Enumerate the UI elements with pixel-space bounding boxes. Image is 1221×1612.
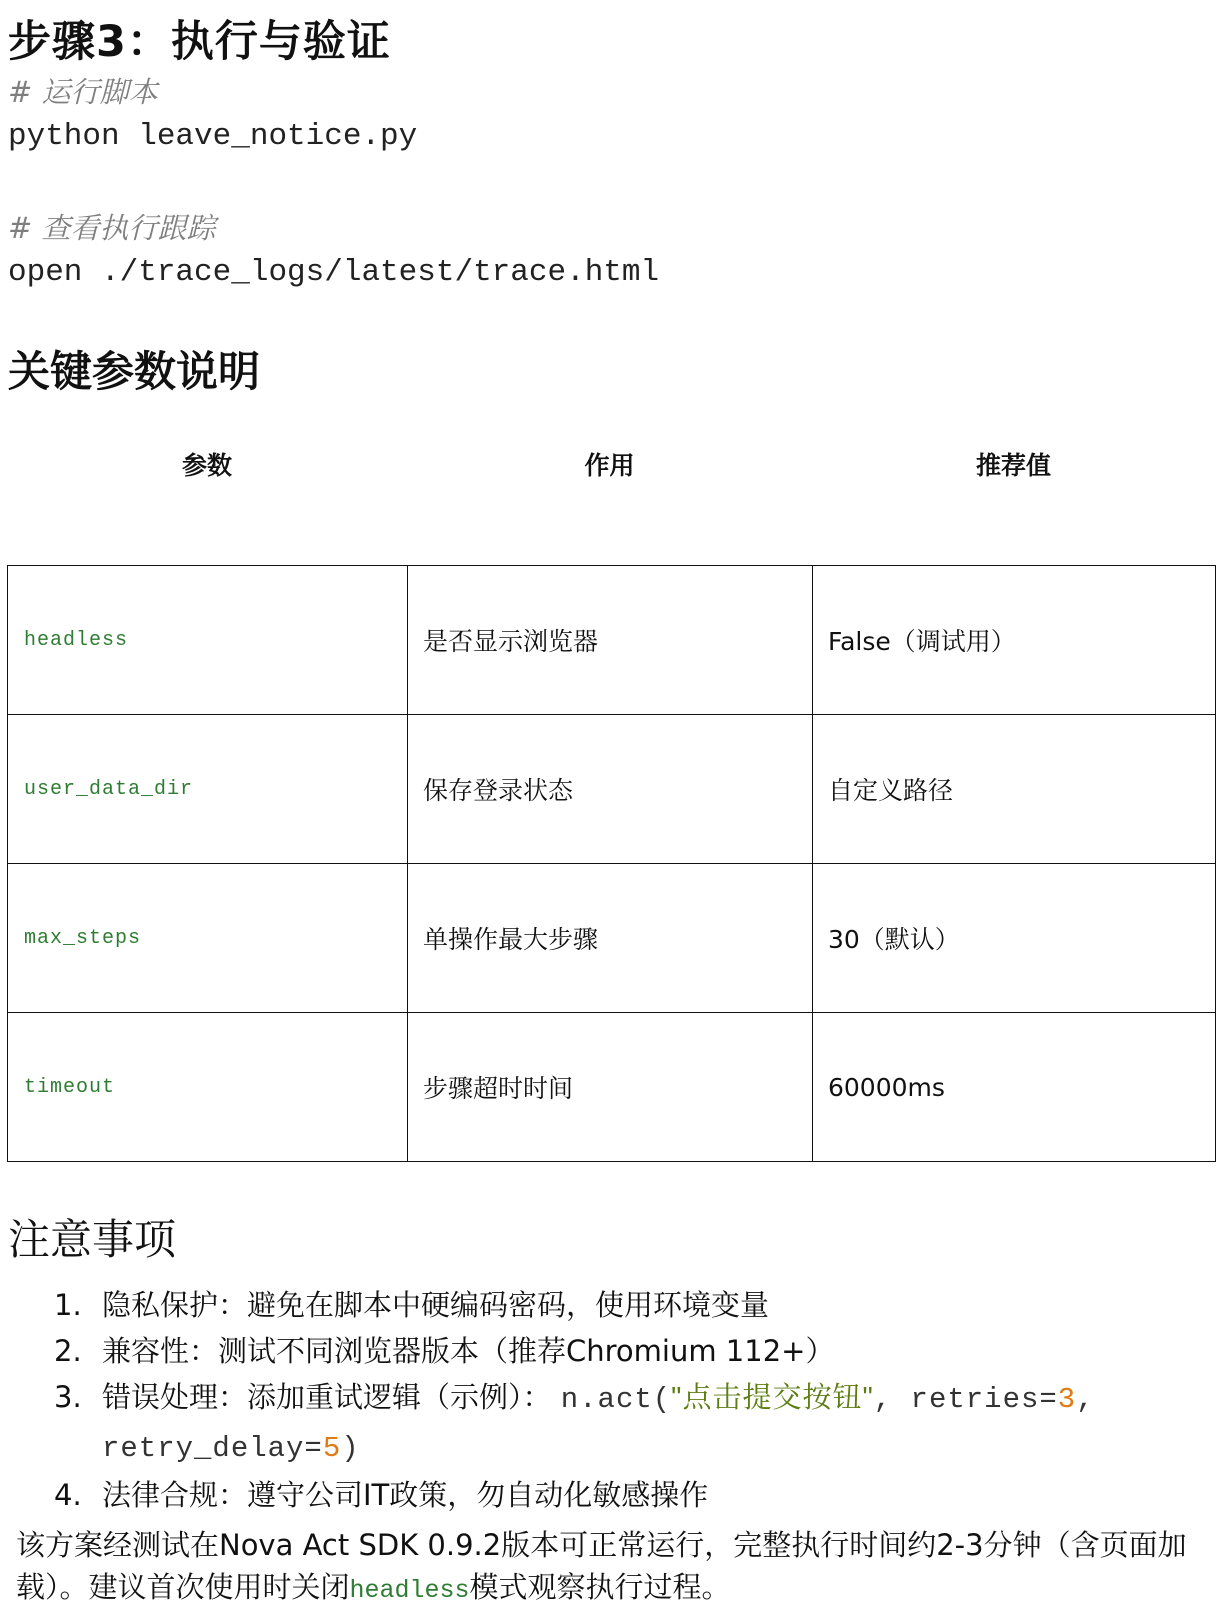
code-retries-value: 3 [1057,1383,1077,1416]
comment-view-trace: # 查看执行跟踪 [8,211,216,245]
list-number: 4. [54,1478,82,1512]
table-row [8,1013,1216,1162]
table-row [8,715,1216,864]
command-open-trace: open ./trace_logs/latest/trace.html [8,255,660,290]
table-row [8,864,1216,1013]
param-purpose: 是否显示浏览器 [408,566,813,715]
param-recommended: 60000ms [813,1013,1216,1162]
list-number: 2. [54,1334,82,1368]
footer-inline-code: headless [349,1576,470,1605]
notes-list [50,1282,1170,1518]
list-number: 3. [54,1380,82,1414]
code-string: "点击提交按钮" [671,1382,874,1414]
comment-run-script: # 运行脚本 [8,75,158,109]
footer-paragraph [16,1524,1206,1612]
list-item-text: 法律合规：遵守公司IT政策，勿自动化敏感操作 [102,1478,709,1512]
param-name: max_steps [8,864,408,1013]
param-name: headless [8,566,408,715]
param-recommended: 自定义路径 [813,715,1216,864]
code-delay-value: 5 [322,1432,342,1465]
params-table [7,565,1216,1162]
column-header-purpose: 作用 [584,451,635,480]
command-run-script: python leave_notice.py [8,119,418,154]
notes-section-title: 注意事项 [8,1215,177,1264]
code-suffix: ) [341,1432,360,1465]
list-item [50,1328,1170,1374]
param-name: timeout [8,1013,408,1162]
code-prefix: n.act( [560,1383,672,1416]
list-item [50,1374,1170,1472]
code-mid2: , retry_delay= [102,1383,1095,1465]
param-purpose: 步骤超时时间 [408,1013,813,1162]
list-item [50,1472,1170,1518]
param-purpose: 单操作最大步骤 [408,864,813,1013]
list-item-text: 隐私保护：避免在脚本中硬编码密码，使用环境变量 [102,1288,770,1322]
list-item-text: 错误处理：添加重试逻辑（示例）： [102,1380,552,1414]
param-name: user_data_dir [8,715,408,864]
list-item-text: 兼容性：测试不同浏览器版本（推荐Chromium 112+） [102,1334,835,1368]
column-header-recommended: 推荐值 [975,451,1051,480]
column-header-param: 参数 [181,451,232,480]
footer-text-before: 该方案经测试在Nova Act SDK 0.9.2版本可正常运行，完整执行时间约2-3分钟（含页面加载）。建议首次使用时关闭 [16,1528,1187,1604]
params-section-title: 关键参数说明 [8,347,261,396]
param-recommended: 30（默认） [813,864,1216,1013]
list-item [50,1282,1170,1328]
code-mid: , retries= [873,1383,1058,1416]
param-recommended: False（调试用） [813,566,1216,715]
step-title: 步骤3：执行与验证 [8,17,391,67]
table-row [8,566,1216,715]
param-purpose: 保存登录状态 [408,715,813,864]
footer-text-after: 模式观察执行过程。 [469,1570,731,1604]
list-number: 1. [54,1288,82,1322]
